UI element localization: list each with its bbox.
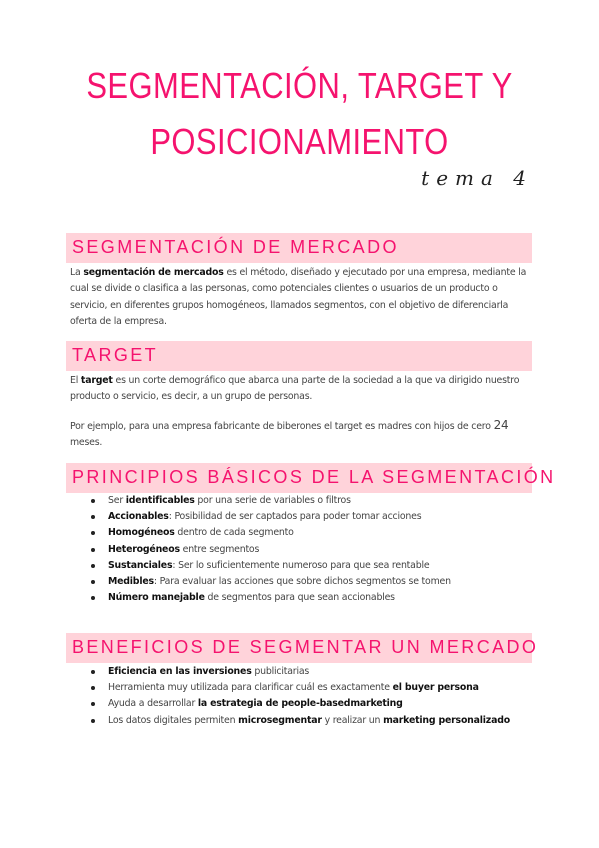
text: La bbox=[70, 267, 84, 278]
segmentacion-paragraph bbox=[70, 265, 532, 331]
text: es el método, diseñado y ejecutado por una empresa, mediante la cual se divide o clasifica a las personas, como potenciales clientes o usuarios de un producto o servicio, en diferentes grupos homogéneos, llamados segmentos, con el objetivo de diferenciarla oferta de la empresa. bbox=[70, 267, 527, 328]
text: meses. bbox=[70, 437, 103, 449]
bold-term: segmentación de mercados bbox=[83, 267, 224, 278]
bold-term: Homogéneos bbox=[108, 527, 175, 539]
bold-term: identificables bbox=[125, 495, 195, 506]
bold-term: target bbox=[80, 375, 113, 386]
bold-term: la estrategia de people-basedmarketing bbox=[197, 698, 403, 710]
bold-term: Heterogéneos bbox=[108, 543, 180, 555]
bold-term: microsegmentar bbox=[238, 714, 322, 726]
principios-list bbox=[70, 493, 451, 606]
section-heading: TARGET bbox=[72, 345, 159, 365]
list-item bbox=[70, 574, 451, 590]
section-header-principios bbox=[66, 463, 556, 493]
section-header-beneficios bbox=[66, 633, 539, 663]
tema-label: tema 4 bbox=[421, 166, 533, 190]
text: Ser bbox=[108, 495, 126, 506]
list-item bbox=[70, 509, 451, 525]
list-item bbox=[70, 590, 451, 606]
text: : Para evaluar las acciones que sobre dichos segmentos se tomen bbox=[153, 576, 451, 588]
bold-term: Accionables bbox=[108, 511, 169, 523]
section-heading: BENEFICIOS DE SEGMENTAR UN MERCADO bbox=[72, 637, 539, 657]
title-line-1: SEGMENTACIÓN, TARGET Y bbox=[86, 65, 513, 106]
list-item bbox=[70, 696, 510, 712]
list-item bbox=[70, 542, 451, 558]
text: por una serie de variables o filtros bbox=[194, 495, 351, 506]
bold-term: el buyer persona bbox=[392, 682, 479, 694]
beneficios-list bbox=[70, 664, 510, 729]
list-item bbox=[70, 493, 451, 509]
text: dentro de cada segmento bbox=[174, 527, 294, 539]
text: y realizar un bbox=[321, 714, 384, 726]
target-example bbox=[70, 417, 532, 452]
bold-term: Eficiencia en las inversiones bbox=[108, 666, 252, 677]
list-item bbox=[70, 664, 510, 680]
list-item bbox=[70, 525, 451, 541]
list-item bbox=[70, 680, 510, 696]
document-title bbox=[42, 58, 557, 170]
text: Por ejemplo, para una empresa fabricante de biberones el target es madres con hijos de cero bbox=[70, 421, 494, 432]
section-header-segmentacion bbox=[66, 233, 532, 263]
text: Los datos digitales permiten bbox=[108, 714, 239, 726]
text: es un corte demográfico que abarca una parte de la sociedad a la que va dirigido nuestro producto o servicio, es decir, a un grupo de personas. bbox=[70, 375, 520, 403]
text: Ayuda a desarrollar bbox=[108, 698, 198, 710]
section-heading: SEGMENTACIÓN DE MERCADO bbox=[72, 237, 399, 257]
text: entre segmentos bbox=[179, 543, 260, 555]
text: El bbox=[70, 375, 81, 386]
text: : Ser lo suficientemente numeroso para que sea rentable bbox=[172, 559, 430, 571]
target-paragraph bbox=[70, 373, 532, 406]
number: 24 bbox=[493, 418, 509, 432]
list-item bbox=[70, 713, 510, 729]
section-header-target bbox=[66, 341, 532, 371]
text: de segmentos para que sean accionables bbox=[204, 592, 395, 604]
bold-term: Sustanciales bbox=[108, 559, 173, 571]
section-heading: PRINCIPIOS BÁSICOS DE LA SEGMENTACIÓN bbox=[72, 467, 556, 487]
text: publicitarias bbox=[251, 666, 310, 677]
bold-term: Número manejable bbox=[108, 592, 205, 604]
text: Herramienta muy utilizada para clarificar cuál es exactamente bbox=[108, 682, 393, 694]
list-item bbox=[70, 558, 451, 574]
text: : Posibilidad de ser captados para poder tomar acciones bbox=[168, 511, 422, 523]
title-line-2: POSICIONAMIENTO bbox=[150, 121, 449, 162]
bold-term: marketing personalizado bbox=[383, 714, 510, 726]
bold-term: Medibles bbox=[108, 576, 154, 588]
